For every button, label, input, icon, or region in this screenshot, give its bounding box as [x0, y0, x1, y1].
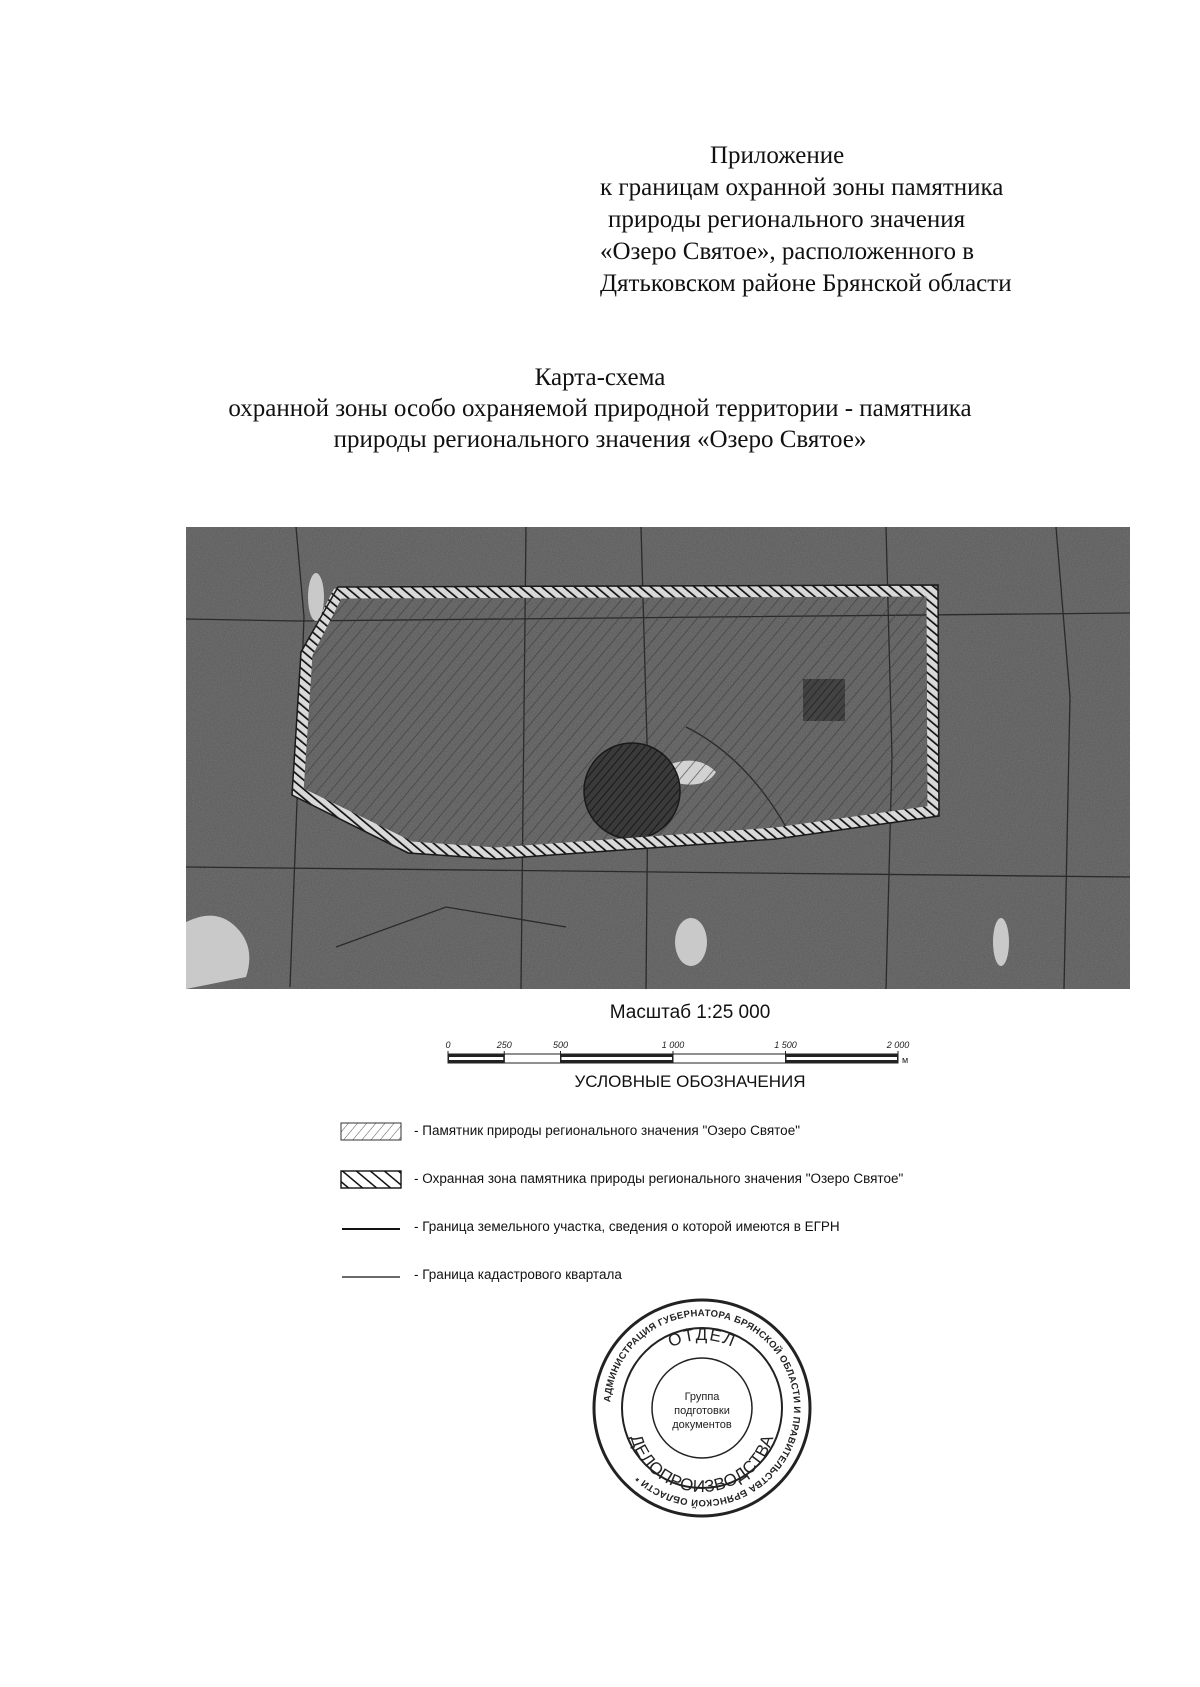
scale-tick-label: 1 500: [774, 1040, 797, 1050]
appendix-line: к границам охранной зоны памятника: [600, 174, 1004, 201]
cadastral-line-swatch: [340, 1266, 402, 1286]
map-scheme: [186, 527, 1130, 989]
legend-item-cadastral: [340, 1264, 1040, 1288]
scale-bar: [440, 1032, 960, 1072]
plot-line-swatch: [340, 1218, 402, 1238]
scale-tick-label: 0: [445, 1040, 451, 1050]
scale-tick-label: 2 000: [886, 1040, 910, 1050]
legend-text: - Охранная зона памятника природы регионального значения "Озеро Святое": [414, 1171, 904, 1186]
stamp-center-line-2: подготовки: [674, 1405, 730, 1417]
legend-item-land-plot: [340, 1216, 1040, 1240]
appendix-line: Дятьковском районе Брянской области: [600, 270, 1012, 297]
scale-tick-label: 250: [496, 1040, 512, 1050]
lake-svyatoe: [584, 743, 680, 839]
map-title: [0, 362, 1200, 455]
legend-text: - Граница кадастрового квартала: [414, 1267, 622, 1282]
official-stamp: [590, 1296, 814, 1520]
title-line: Карта-схема: [534, 364, 666, 391]
legend-heading: УСЛОВНЫЕ ОБОЗНАЧЕНИЯ: [574, 1072, 806, 1091]
appendix-line: природы регионального значения: [608, 206, 966, 233]
stamp-center-line-1: Группа: [684, 1391, 720, 1403]
stamp-lower-arc-text: ДЕЛОПРОИЗВОДСТВА: [626, 1432, 778, 1497]
light-hatch-swatch: [340, 1122, 402, 1142]
stamp-center-line-3: документов: [672, 1419, 732, 1431]
appendix-header: [600, 140, 1160, 300]
scale-segment: [673, 1054, 786, 1063]
scale-tick-label: 1 000: [661, 1040, 685, 1050]
stamp-upper-arc-text: ОТДЕЛ: [665, 1324, 739, 1352]
stamp-outer-text: АДМИНИСТРАЦИЯ ГУБЕРНАТОРА БРЯНСКОЙ ОБЛАСТИ И ПРАВИТЕЛЬСТВА БРЯНСКОЙ ОБЛАСТИ *: [602, 1307, 803, 1509]
hatched-parcel: [803, 679, 845, 721]
scale-title: Масштаб 1:25 000: [609, 1002, 771, 1023]
legend-text: - Граница земельного участка, сведения о которой имеются в ЕГРН: [414, 1219, 840, 1234]
legend-item-monument: [340, 1120, 1040, 1144]
scale-segment-stripe: [562, 1057, 673, 1060]
legend-item-protection-zone: [340, 1168, 1040, 1192]
map-canvas: [186, 527, 1130, 989]
appendix-line: «Озеро Святое», расположенного в: [600, 238, 974, 265]
appendix-line: Приложение: [710, 142, 845, 169]
scale-tick-label: 500: [552, 1040, 569, 1050]
scale-segment: [504, 1054, 560, 1063]
legend-text: - Памятник природы регионального значения "Озеро Святое": [414, 1123, 800, 1138]
title-line: природы регионального значения «Озеро Святое»: [333, 426, 867, 453]
scale-segment-stripe: [787, 1057, 898, 1060]
title-line: охранной зоны особо охраняемой природной территории - памятника: [228, 395, 972, 422]
heavy-hatch-swatch: [340, 1170, 402, 1190]
scale-segment-stripe: [449, 1057, 503, 1060]
scale-unit: м: [902, 1055, 909, 1065]
